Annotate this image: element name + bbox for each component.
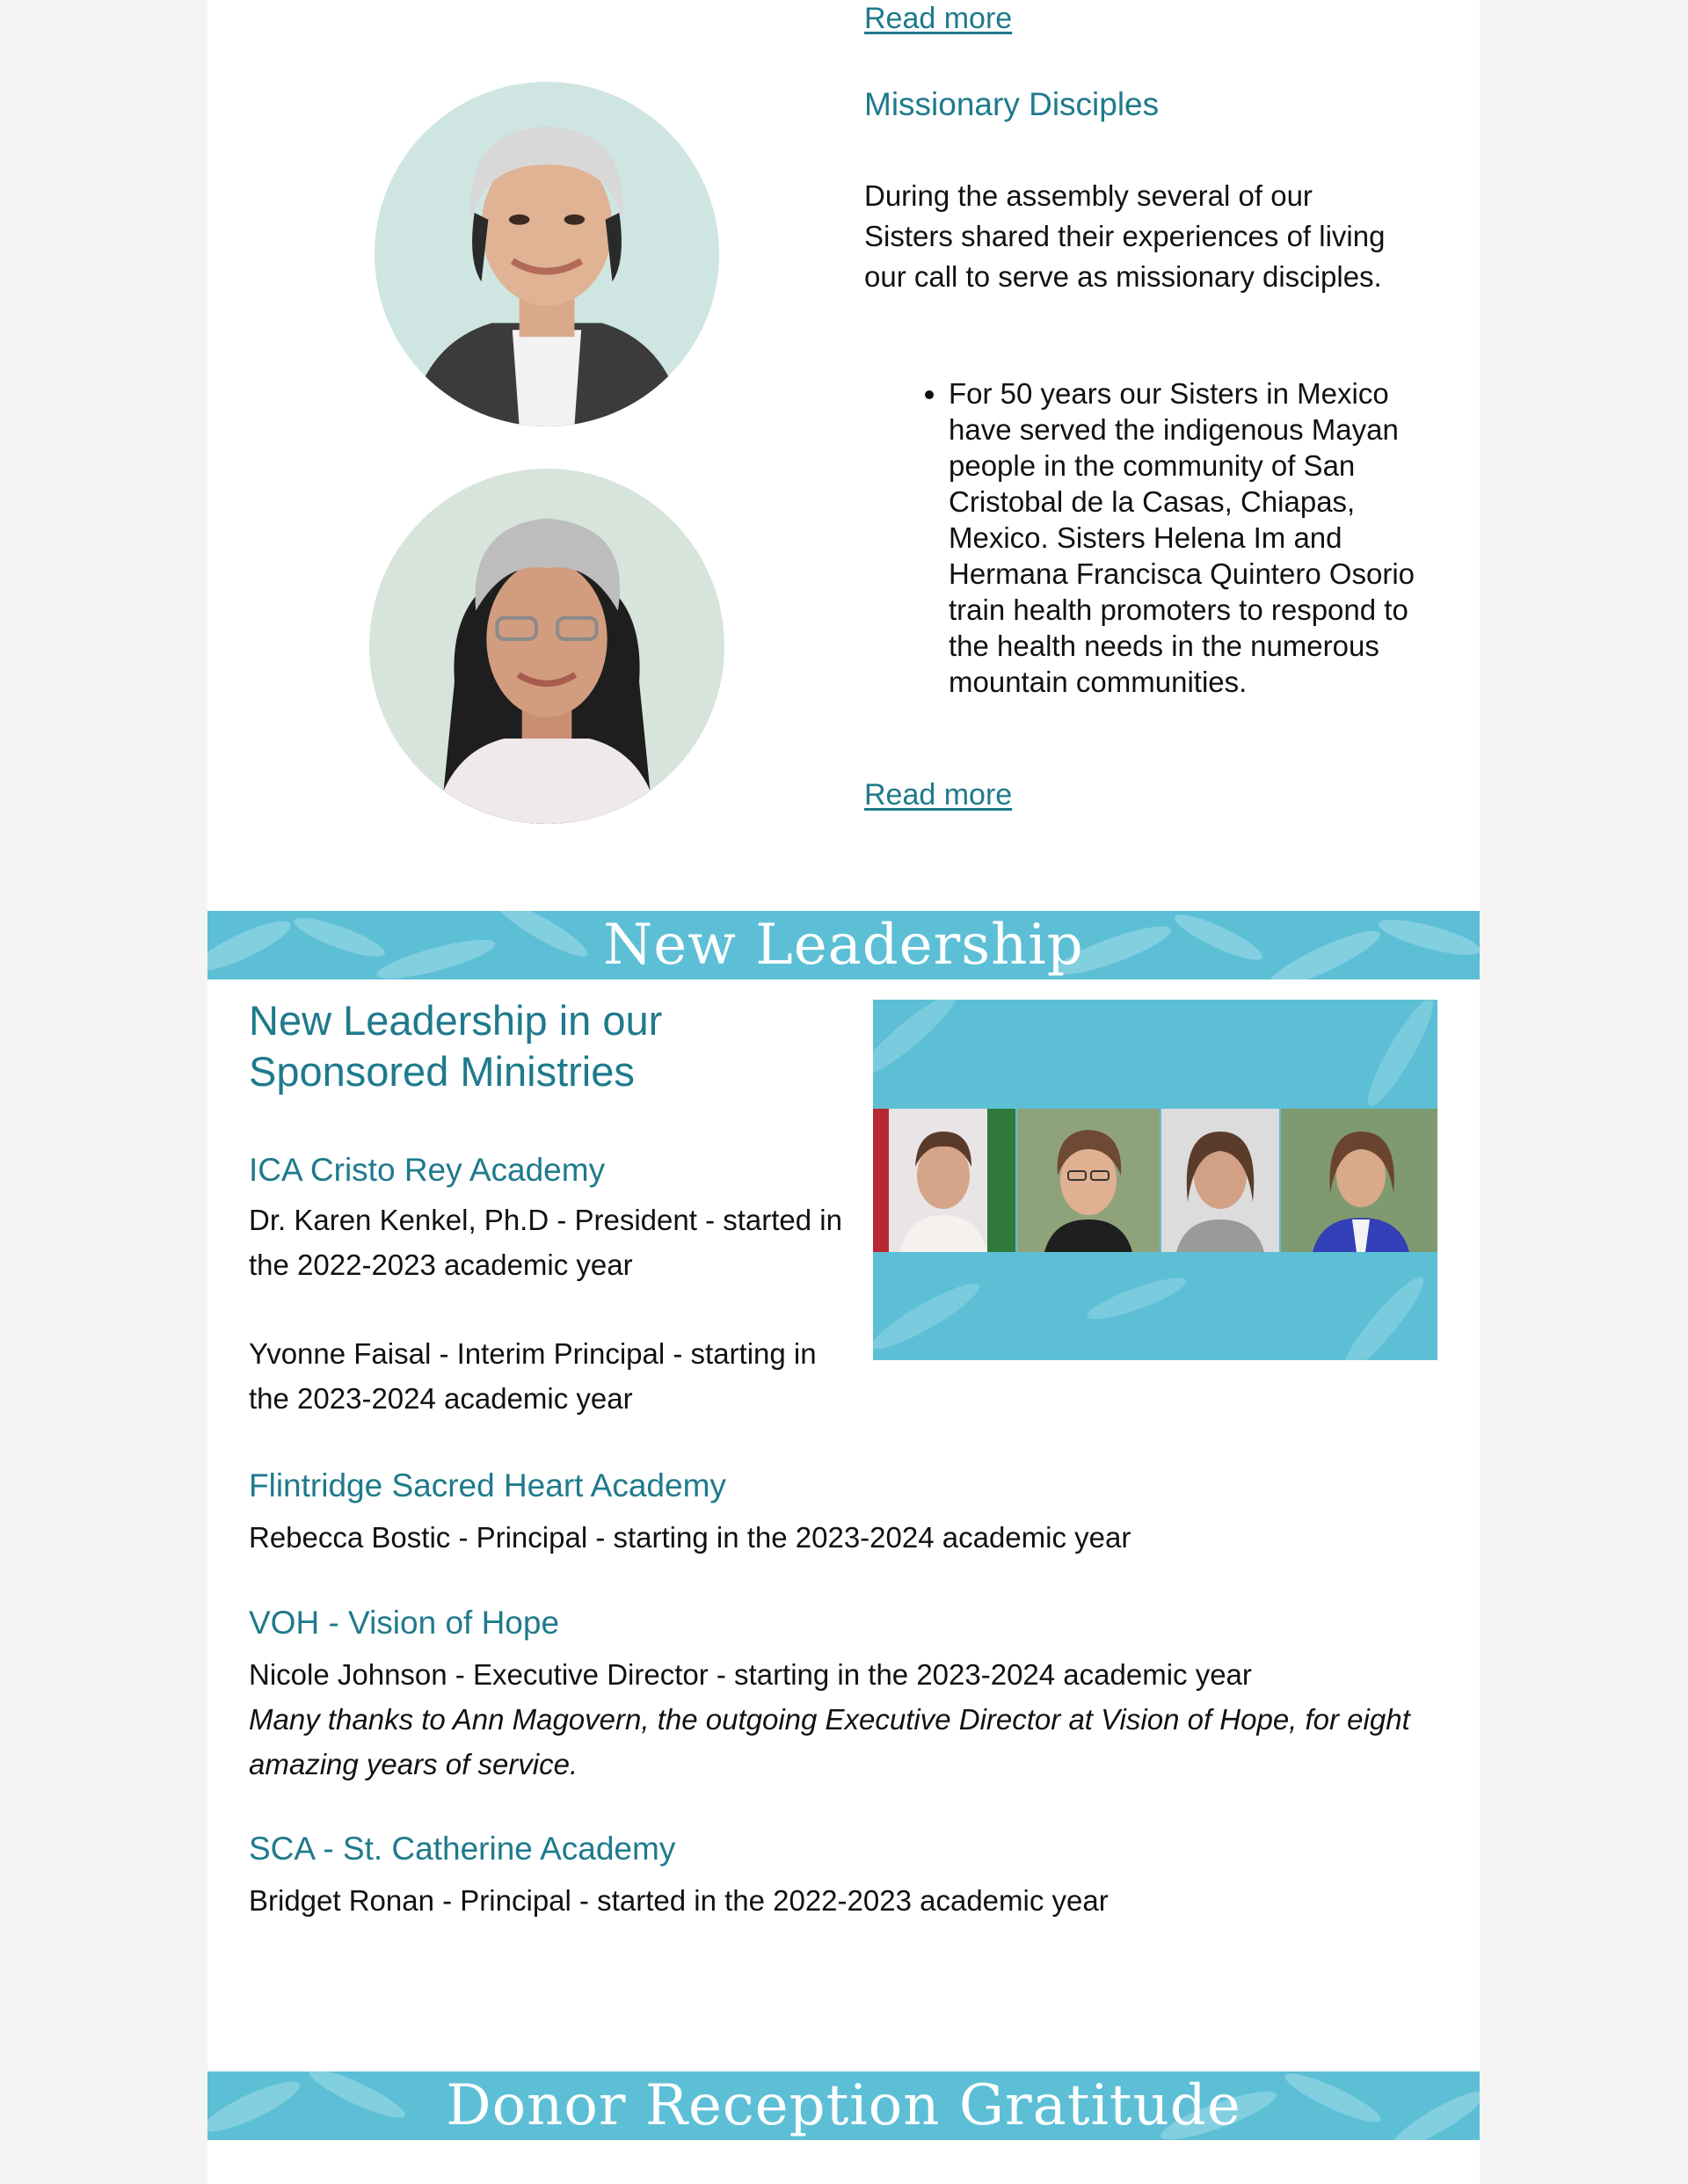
section-entry-ica-principal: Yvonne Faisal - Interim Principal - starting in the 2023-2024 academic year [249, 1337, 817, 1415]
leadership-heading: New Leadership in our Sponsored Ministries [249, 997, 663, 1095]
section-entry-voh: Nicole Johnson - Executive Director - starting in the 2023-2024 academic year [249, 1658, 1252, 1691]
section-title-sca: SCA - St. Catherine Academy [249, 1831, 676, 1867]
section-title-flintridge: Flintridge Sacred Heart Academy [249, 1467, 726, 1503]
section-title-voh: VOH - Vision of Hope [249, 1605, 560, 1641]
portrait-hermana-francisca [369, 469, 724, 824]
email-container [207, 0, 1480, 2184]
section-entry-sca: Bridget Ronan - Principal - started in the 2022-2023 academic year [249, 1884, 1109, 1917]
section-entry-ica-president: Dr. Karen Kenkel, Ph.D - President - started in the 2022-2023 academic year [249, 1204, 842, 1281]
read-more-link[interactable]: Read more [864, 778, 1013, 812]
missionary-heading: Missionary Disciples [864, 86, 1160, 122]
read-more-link-top[interactable]: Read more [864, 2, 1013, 35]
section-entry-flintridge: Rebecca Bostic - Principal - starting in the 2023-2024 academic year [249, 1521, 1131, 1554]
missionary-bullet-list [864, 375, 1427, 700]
donor-reception-banner-title: Donor Reception Gratitude [446, 2073, 1241, 2138]
new-leadership-banner-title: New Leadership [603, 913, 1084, 978]
portrait-sister-helena [375, 82, 719, 426]
new-leadership-banner [207, 911, 1480, 979]
section-note-voh: Many thanks to Ann Magovern, the outgoing Executive Director at Vision of Hope, for eight amazing years of service. [249, 1703, 1410, 1780]
list-item: • For 50 years our Sisters in Mexico have served the indigenous Mayan people in the community of San Cristobal de la Casas, Chiapas, Mexico. Sisters Helena Im and Hermana Francisca Quintero Osorio train health promoters to respond to the health needs in the numerous mountain communities. [949, 375, 1427, 700]
leadership-collage-image [873, 1000, 1437, 1360]
donor-reception-banner [207, 2071, 1480, 2140]
missionary-paragraph: During the assembly several of our Sisters shared their experiences of living our call to serve as missionary disciples. [864, 179, 1386, 293]
section-title-ica: ICA Cristo Rey Academy [249, 1152, 606, 1188]
